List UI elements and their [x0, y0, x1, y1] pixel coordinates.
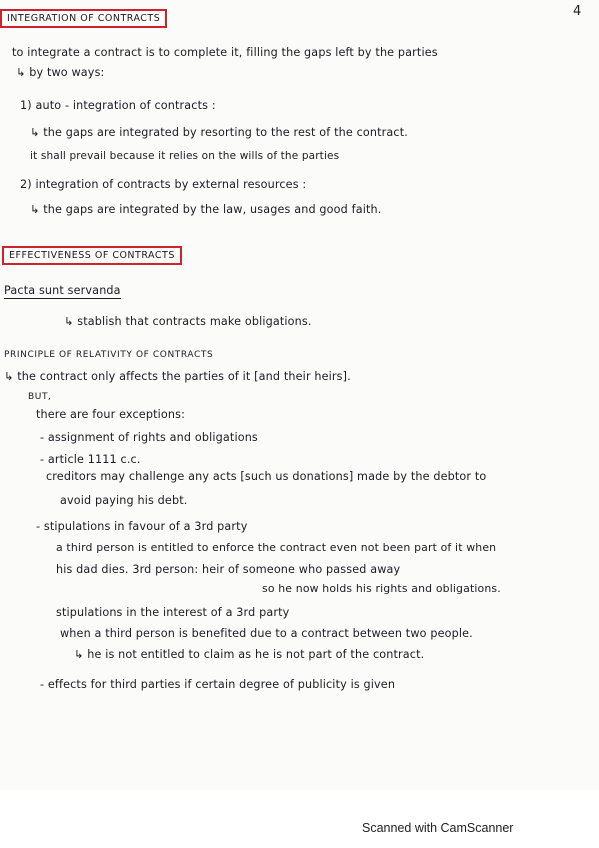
text-line: so he now holds his rights and obligations. — [262, 582, 501, 595]
text-line: ↳ the gaps are integrated by the law, usages and good faith. — [30, 203, 382, 216]
exception-item: - assignment of rights and obligations — [40, 431, 258, 444]
text-line: ↳ the gaps are integrated by resorting to the rest of the contract. — [30, 126, 408, 139]
text-line: ↳ stablish that contracts make obligations. — [64, 315, 312, 328]
subheading-external-integration: 2) integration of contracts by external resources : — [20, 178, 307, 191]
text-line: ↳ by two ways: — [16, 66, 105, 79]
exception-item: - article 1111 c.c. — [40, 453, 141, 466]
text-line: there are four exceptions: — [36, 408, 186, 421]
section-heading-effectiveness: EFFECTIVENESS OF CONTRACTS — [2, 246, 182, 265]
subheading-pacta: Pacta sunt servanda — [4, 284, 121, 297]
text-line: to integrate a contract is to complete it, filling the gaps left by the parties — [12, 46, 438, 59]
text-line: creditors may challenge any acts [such us donations] made by the debtor to — [46, 470, 487, 483]
exception-item: - stipulations in favour of a 3rd party — [36, 520, 248, 533]
text-line: ↳ the contract only affects the parties of it [and their heirs]. — [4, 370, 351, 383]
text-line: it shall prevail because it relies on the wills of the parties — [30, 150, 340, 162]
scanner-watermark: Scanned with CamScanner — [362, 821, 514, 835]
exception-item: stipulations in the interest of a 3rd party — [56, 606, 290, 619]
text-line: his dad dies. 3rd person: heir of someone who passed away — [56, 563, 401, 576]
text-line: avoid paying his debt. — [60, 494, 188, 507]
text-line: a third person is entitled to enforce the contract even not been part of it when — [56, 541, 497, 554]
subheading-relativity: PRINCIPLE OF RELATIVITY OF CONTRACTS — [4, 350, 214, 360]
text-line: ↳ he is not entitled to claim as he is not part of the contract. — [74, 648, 425, 661]
page-number: 4 — [573, 4, 582, 19]
text-line: when a third person is benefited due to a contract between two people. — [60, 627, 473, 640]
exception-item: - effects for third parties if certain degree of publicity is given — [40, 678, 396, 691]
subheading-auto-integration: 1) auto - integration of contracts : — [20, 99, 216, 112]
text-line: BUT, — [28, 392, 52, 402]
section-heading-integration: INTEGRATION OF CONTRACTS — [0, 9, 167, 28]
